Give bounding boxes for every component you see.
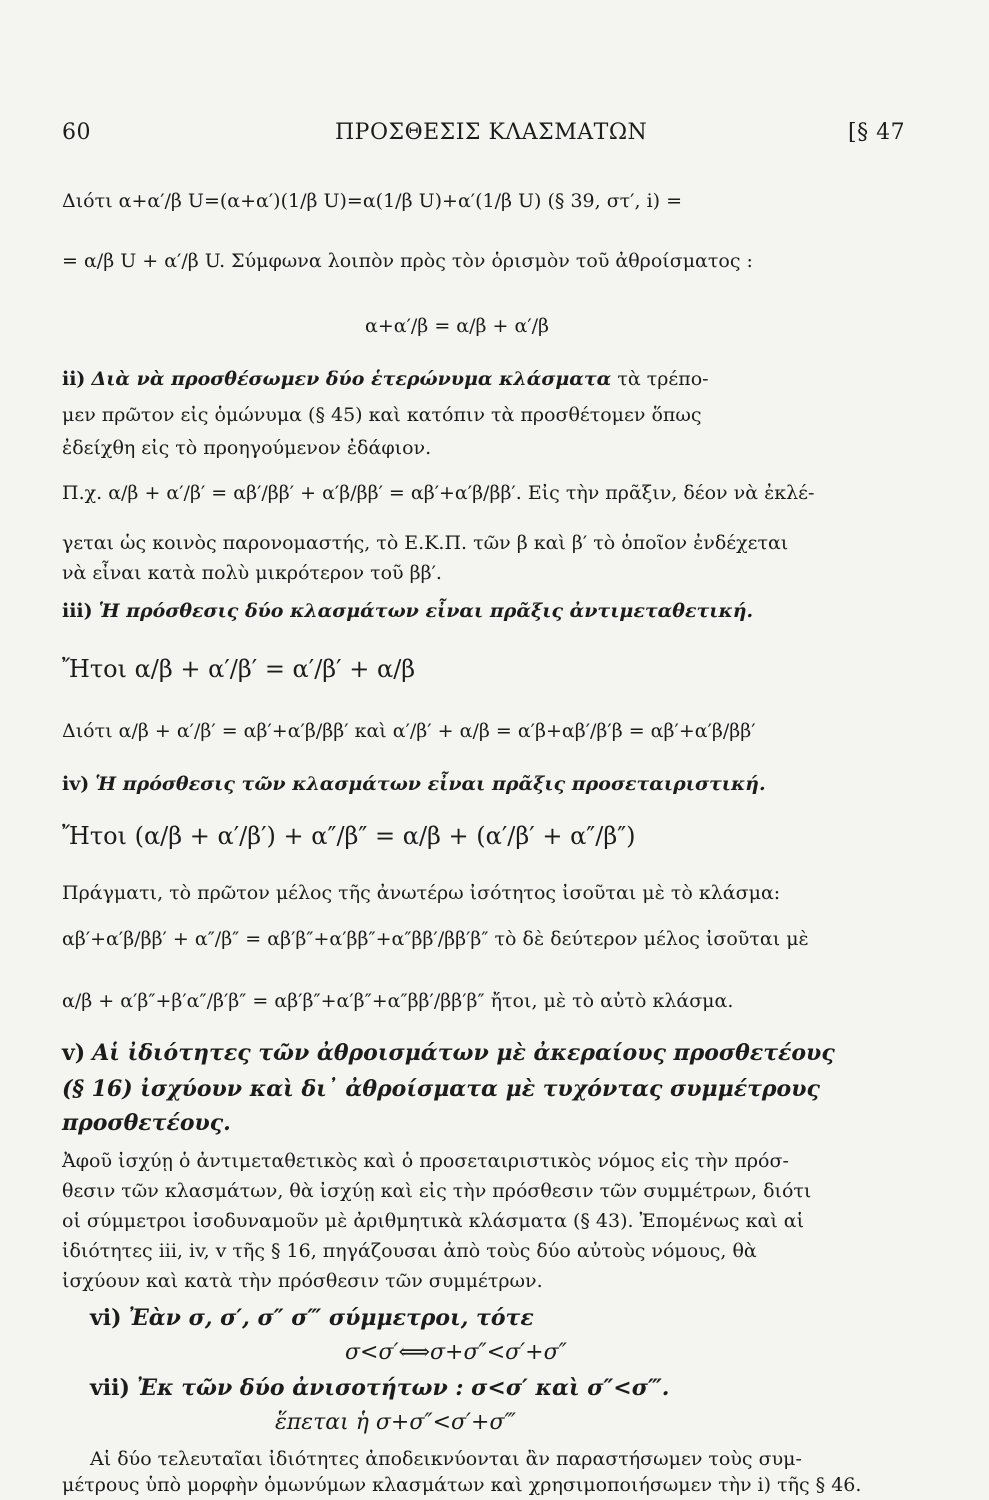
equation-line: Ἤτοι (α/β + α′/β′) + α″/β″ = α/β + (α′/β′ + α″/β″): [62, 822, 636, 850]
section-heading: Ἐκ τῶν δύο ἀνισοτήτων : σ<σ′ καὶ σ″<σ‴.: [136, 1375, 670, 1401]
item-label: vi): [90, 1305, 122, 1331]
text: τὰ τρέπο-: [617, 368, 709, 390]
text-line: Ἀφοῦ ἰσχύῃ ὁ ἀντιμεταθετικὸς καὶ ὁ προσεταιριστικὸς νόμος εἰς τὴν πρόσ-: [62, 1150, 789, 1172]
section-heading: Διὰ νὰ προσθέσωμεν δύο ἑτερώνυμα κλάσματα: [91, 368, 612, 390]
equation-line: Διότι α/β + α′/β′ = αβ′+α′β/ββ′ καὶ α′/β′ + α/β = α′β+αβ′/β′β = αβ′+α′β/ββ′: [62, 720, 756, 742]
section-paragraph: [62, 1040, 835, 1066]
item-label: v): [62, 1040, 86, 1066]
text-line: ἰσχύουν καὶ κατὰ τὴν πρόσθεσιν τῶν συμμέτρων.: [62, 1270, 543, 1292]
text-line: ἰδιότητες iii, iv, v τῆς § 16, πηγάζουσαι ἀπὸ τοὺς δύο αὐτοὺς νόμους, θὰ: [62, 1240, 757, 1262]
text-line: γεται ὡς κοινὸς παρονομαστής, τὸ Ε.Κ.Π. τῶν β καὶ β′ τὸ ὁποῖον ἐνδέχεται: [62, 532, 789, 554]
item-label: ii): [62, 368, 86, 390]
text-line: μέτρους ὑπὸ μορφὴν ὁμωνύμων κλασμάτων καὶ χρησιμοποιήσωμεν τὴν i) τῆς § 46.: [62, 1474, 862, 1496]
equation-line: ἕπεται ἡ σ+σ″<σ′+σ‴: [275, 1410, 516, 1435]
text-line: θεσιν τῶν κλασμάτων, θὰ ἰσχύῃ καὶ εἰς τὴν πρόσθεσιν τῶν συμμέτρων, διότι: [62, 1180, 812, 1202]
section-paragraph: [90, 1375, 669, 1401]
section-heading: Ἐὰν σ, σ′, σ″ σ‴ σύμμετροι, τότε: [128, 1305, 534, 1331]
equation-line: αβ′+α′β/ββ′ + α″/β″ = αβ′β″+α′ββ″+α″ββ′/ββ′β″ τὸ δὲ δεύτερον μέλος ἰσοῦται μὲ: [62, 928, 809, 950]
section-heading: Ἡ πρόσθεσις τῶν κλασμάτων εἶναι πρᾶξις προσεταιριστική.: [95, 773, 766, 795]
section-paragraph: [90, 1305, 534, 1331]
text-line: Αἱ δύο τελευταῖαι ἰδιότητες ἀποδεικνύονται ἂν παραστήσωμεν τοὺς συμ-: [90, 1448, 802, 1470]
text-line: νὰ εἶναι κατὰ πολὺ μικρότερον τοῦ ββ′.: [62, 562, 442, 584]
equation-line: σ<σ′⟺σ+σ″<σ′+σ″: [345, 1340, 567, 1365]
equation-line: α/β + α′β″+β′α″/β′β″ = αβ′β″+α′β″+α″ββ′/ββ′β″ ἤτοι, μὲ τὸ αὐτὸ κλάσμα.: [62, 990, 734, 1012]
section-heading: Αἱ ἰδιότητες τῶν ἀθροισμάτων μὲ ἀκεραίους προσθετέους: [92, 1040, 835, 1066]
section-heading: (§ 16) ἰσχύουν καὶ δι᾽ ἀθροίσματα μὲ τυχόντας συμμέτρους: [62, 1076, 820, 1102]
section-paragraph: [62, 773, 766, 795]
text-line: μεν πρῶτον εἰς ὁμώνυμα (§ 45) καὶ κατόπιν τὰ προσθέτομεν ὅπως: [62, 404, 702, 426]
equation-line: α+α′/β = α/β + α′/β: [365, 315, 550, 337]
equation-line: Ἤτοι α/β + α′/β′ = α′/β′ + α/β: [62, 655, 416, 683]
item-label: vii): [90, 1375, 130, 1401]
section-heading: Ἡ πρόσθεσις δύο κλασμάτων εἶναι πρᾶξις ἀντιμεταθετική.: [98, 600, 754, 622]
section-paragraph: [62, 368, 709, 390]
section-paragraph: [62, 600, 753, 622]
item-label: iii): [62, 600, 93, 622]
equation-line: = α/β U + α′/β U. Σύμφωνα λοιπὸν πρὸς τὸν ὁρισμὸν τοῦ ἀθροίσματος :: [62, 250, 753, 272]
text-line: οἱ σύμμετροι ἰσοδυναμοῦν μὲ ἀριθμητικὰ κλάσματα (§ 43). Ἐπομένως καὶ αἱ: [62, 1210, 805, 1232]
text-line: ἐδείχθη εἰς τὸ προηγούμενον ἐδάφιον.: [62, 437, 432, 459]
page-number: 60: [62, 120, 91, 145]
equation-line: Διότι α+α′/β U=(α+α′)(1/β U)=α(1/β U)+α′(1/β U) (§ 39, στ′, i) =: [62, 190, 683, 212]
section-ref: [§ 47: [848, 120, 906, 145]
section-heading: προσθετέους.: [62, 1110, 231, 1136]
running-title: ΠΡΟΣΘΕΣΙΣ ΚΛΑΣΜΑΤΩΝ: [335, 120, 648, 145]
equation-line: Π.χ. α/β + α′/β′ = αβ′/ββ′ + α′β/ββ′ = αβ′+α′β/ββ′. Εἰς τὴν πρᾶξιν, δέον νὰ ἐκλέ-: [62, 482, 815, 504]
item-label: iv): [62, 773, 90, 795]
text-line: Πράγματι, τὸ πρῶτον μέλος τῆς ἀνωτέρω ἰσότητος ἰσοῦται μὲ τὸ κλάσμα:: [62, 882, 781, 904]
